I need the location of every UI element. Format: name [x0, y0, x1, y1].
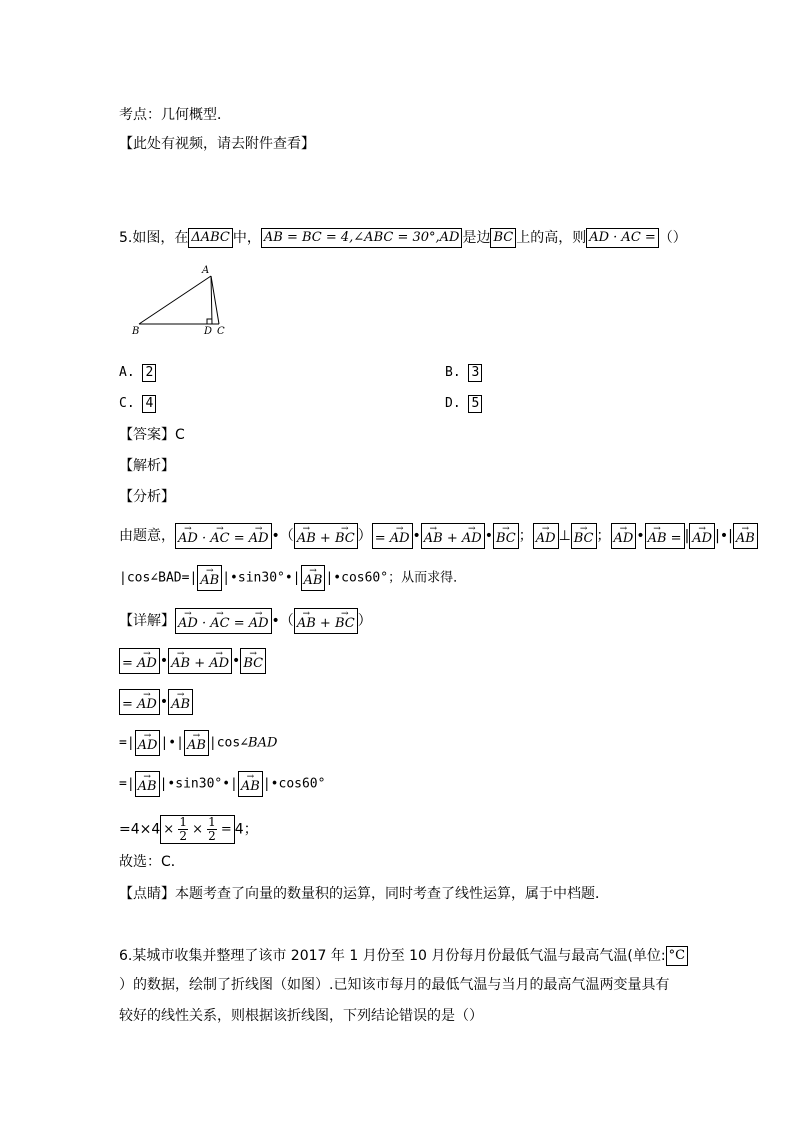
final-lead: =4×4 [119, 821, 161, 838]
video-note: 【此处有视频，请去附件查看】 [119, 136, 315, 152]
analysis-lead: 由题意， [119, 528, 175, 544]
fenxi-heading: 【分析】 [119, 489, 175, 505]
right-angle-mark [207, 319, 212, 324]
bc-box: BC [490, 228, 516, 248]
option-b-value: 3 [468, 364, 482, 382]
frac-box: × $\frac{1}{2}$ × $\frac{1}{2}$ = [160, 815, 235, 844]
detail-ab-bc: → AB + → BC [294, 608, 358, 634]
detail-ad-mag: → AD [135, 730, 161, 756]
expr-ad-2: → AD [533, 523, 559, 549]
analysis-line-1: 由题意，→ AD · → AC = → AD •（→ AB + → BC ） = → AD •→ AB + → AD •→ BC ；→ AD ⊥→ BC ；→ AD •→ AB = |→ AD |•|→ AB [119, 523, 758, 549]
detail-line-5: =|→ AB |•sin30°•|→ AB |•cos60° [119, 771, 325, 797]
detail-ab-mag-3: → AB [238, 771, 263, 797]
jiexi-heading: 【解析】 [119, 458, 175, 474]
label-c: C [217, 326, 225, 337]
option-d-value: 5 [468, 395, 482, 413]
expr-ab-4: → AB [301, 565, 326, 591]
guxuan-line: 故选：C． [119, 854, 185, 870]
option-a[interactable] [119, 362, 156, 384]
sin30-text: |•sin30°•| [222, 570, 301, 586]
expr-eq-ad: = → AD [372, 523, 413, 549]
expr-ab-eq: → AB = [645, 523, 685, 549]
expr-ab-3: → AB [197, 565, 222, 591]
ask-box: AD · AC = [586, 228, 659, 248]
triangle-figure [125, 262, 235, 340]
detail-line-3: = → AD •→ AB [119, 689, 193, 715]
expr-bc-2: → BC [571, 523, 597, 549]
q5-zhong: 中， [232, 230, 261, 246]
detail-eq-ad: = → AD [119, 648, 160, 674]
detail-ab: → AB [168, 689, 193, 715]
detail-line-4: =|→ AD |•|→ AB |cos∠BAD [119, 730, 277, 756]
dianjing-line: 【点睛】本题考查了向量的数量积的运算，同时考查了线性运算，属于中档题． [119, 886, 609, 902]
given-box: AB = BC = 4,∠ABC = 30°,AD [261, 228, 463, 248]
expr-ad-ac: → AD · → AC = → AD [175, 523, 272, 549]
expr-ad-4: → AD [689, 523, 715, 549]
option-a-value: 2 [142, 364, 156, 382]
cos-bad: |cos∠BAD=| [119, 570, 198, 586]
detail-line-1: 【详解】→ AD · → AC = → AD •（→ AB + → BC ） [119, 608, 372, 634]
option-a-label: A. [119, 365, 135, 380]
q6-line-3: 较好的线性关系，则根据该折线图，下列结论错误的是（） [119, 1008, 483, 1024]
q5-shibian: 是边 [462, 230, 491, 246]
q5-stem [119, 227, 687, 249]
expr-ab-bc: → AB + → BC [294, 523, 358, 549]
side-ba [139, 276, 211, 324]
final-tail: 4； [234, 821, 258, 838]
option-d[interactable] [445, 393, 482, 415]
q6-line-1 [119, 945, 688, 967]
detail-bc: → BC [240, 648, 266, 674]
option-b-label: B. [445, 365, 461, 380]
label-d: D [204, 326, 213, 337]
detail-ab-mag: → AB [184, 730, 209, 756]
answer-line: 【答案】C [119, 427, 185, 443]
option-d-label: D. [445, 396, 461, 411]
detail-eq-ad-2: = → AD [119, 689, 160, 715]
detail-ab-mag-2: → AB [135, 771, 160, 797]
detail-label: 【详解】 [119, 613, 175, 629]
option-c-value: 4 [142, 395, 156, 413]
q5-paren: （） [658, 230, 687, 246]
unit-box: °C [666, 946, 688, 966]
q5-lead: 5.如图，在 [119, 230, 189, 246]
expr-bc: → BC [493, 523, 519, 549]
detail-ab-ad: → AB + → AD [168, 648, 232, 674]
option-c-label: C. [119, 396, 135, 411]
expr-ab-ad: → AB + → AD [421, 523, 485, 549]
option-c[interactable] [119, 393, 156, 415]
detail-ad-ac: → AD · → AC = → AD [175, 608, 272, 634]
label-a: A [202, 265, 210, 276]
triangle-box: ΔABC [188, 228, 233, 248]
label-b: B [132, 326, 140, 337]
cos60-text: |•cos60° [325, 570, 389, 586]
detail-line-2: = → AD •→ AB + → AD •→ BC [119, 648, 266, 674]
expr-ab-2: → AB [733, 523, 758, 549]
q6-line-2: ）的数据，绘制了折线图（如图）.已知该市每月的最低气温与当月的最高气温两变量具有 [119, 977, 670, 993]
option-b[interactable] [445, 362, 482, 384]
kaodian-line: 考点：几何概型． [119, 107, 231, 123]
analysis-line-2 [119, 565, 466, 591]
q6-text-1: 6.某城市收集并整理了该市 2017 年 1 月份至 10 月份每月份最低气温与最高气温(单位: [119, 948, 666, 964]
detail-line-6 [119, 815, 258, 844]
q5-gao: 上的高，则 [516, 230, 587, 246]
analysis-tail: ；从而求得． [388, 570, 467, 586]
expr-ad-3: → AD [611, 523, 637, 549]
